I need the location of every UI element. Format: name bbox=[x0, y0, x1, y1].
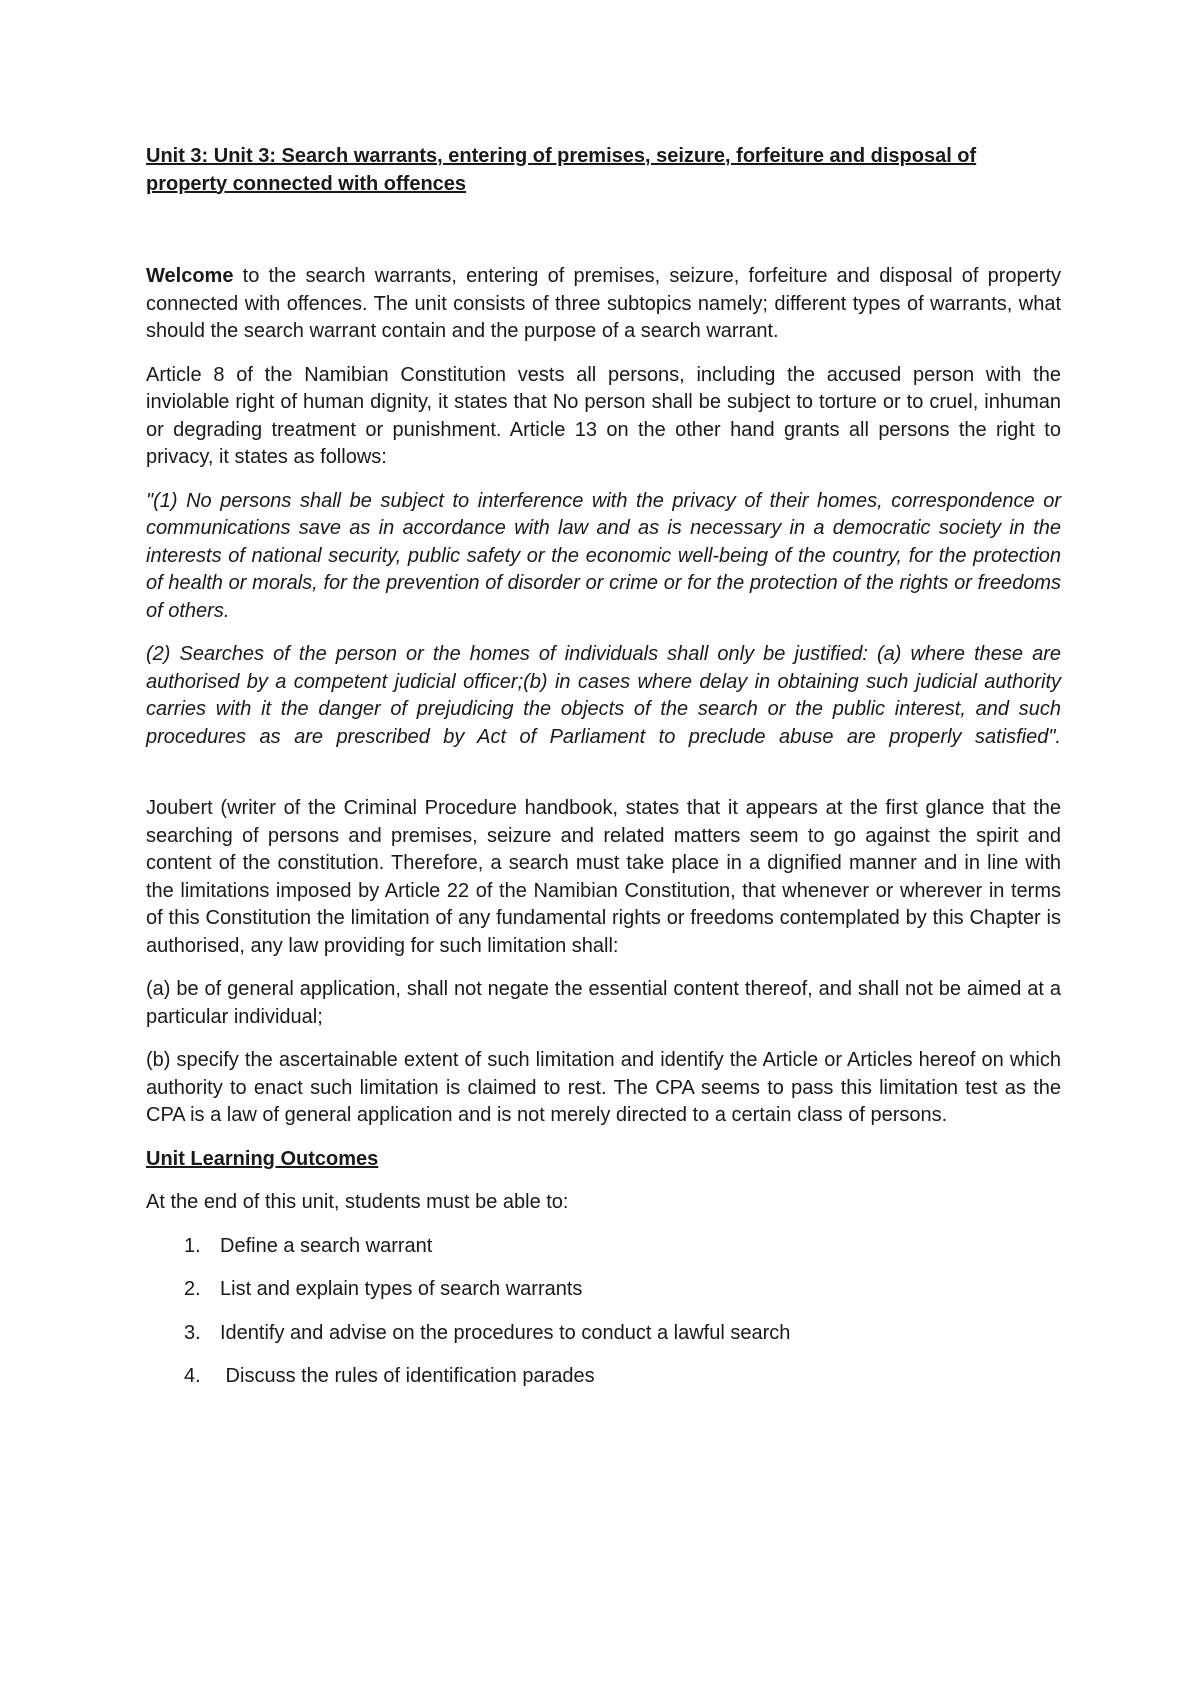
clause-b-paragraph: (b) specify the ascertainable extent of such limitation and identify the Article or Articles hereof on which authority to enact such limitation is claimed to rest. The CPA seems to pass this limitation test as the CPA is a law of general application and is not merely directed to a certain class of persons. bbox=[146, 1049, 1061, 1126]
list-item-text: Define a search warrant bbox=[220, 1234, 433, 1257]
list-item-number: 2. bbox=[184, 1278, 201, 1300]
list-item-text: List and explain types of search warrants bbox=[220, 1278, 583, 1300]
quote-paragraph-2: (2) Searches of the person or the homes of individuals shall only be justified: (a) where these are authorised by a competent judicial officer;(b) in cases where delay in obtaining such judicial authority carries with it the danger of prejudicing the objects of the search or the public interest, and such procedures as are prescribed by Act of Parliament to preclude abuse are properly satisfied". bbox=[146, 643, 1061, 748]
outcomes-list bbox=[146, 1233, 1061, 1391]
list-item-number: 3. bbox=[184, 1321, 201, 1344]
list-item bbox=[146, 1276, 1061, 1304]
document-page bbox=[146, 143, 1061, 1407]
list-item bbox=[146, 1363, 1061, 1391]
clause-a-paragraph: (a) be of general application, shall not negate the essential content thereof, and shall not be aimed at a particular individual; bbox=[146, 978, 1061, 1028]
list-item bbox=[146, 1320, 1061, 1348]
outcomes-heading: Unit Learning Outcomes bbox=[146, 1147, 379, 1170]
intro-paragraph bbox=[146, 263, 1061, 346]
intro-text: to the search warrants, entering of premises, seizure, forfeiture and disposal of property connected with offences. The unit consists of three subtopics namely; different types of warrants, what should the search warrant contain and the purpose of a search warrant. bbox=[146, 265, 1061, 342]
joubert-paragraph: Joubert (writer of the Criminal Procedure handbook, states that it appears at the first glance that the searching of persons and premises, seizure and related matters seem to go against the spirit and content of the constitution. Therefore, a search must take place in a dignified manner and in line with the limitations imposed by Article 22 of the Namibian Constitution, that whenever or wherever in terms of this Constitution the limitation of any fundamental rights or freedoms contemplated by this Chapter is authorised, any law providing for such limitation shall: bbox=[146, 797, 1061, 957]
list-item-text: Discuss the rules of identification parades bbox=[220, 1365, 595, 1387]
list-item-number: 1. bbox=[184, 1234, 201, 1257]
outcomes-intro: At the end of this unit, students must be able to: bbox=[146, 1191, 569, 1213]
article8-paragraph: Article 8 of the Namibian Constitution vests all persons, including the accused person with the inviolable right of human dignity, it states that No person shall be subject to torture or to cruel, inhuman or degrading treatment or punishment. Article 13 on the other hand grants all persons the right to privacy, it states as follows: bbox=[146, 363, 1061, 468]
list-item-number: 4. bbox=[184, 1365, 201, 1387]
list-item-text: Identify and advise on the procedures to conduct a lawful search bbox=[220, 1321, 791, 1344]
intro-lead: Welcome bbox=[146, 265, 234, 287]
quote-paragraph-1: "(1) No persons shall be subject to interference with the privacy of their homes, correspondence or communications save as in accordance with law and as is necessary in a democratic society in the interests of national security, public safety or the economic well-being of the country, for the protection of health or morals, for the prevention of disorder or crime or for the protection of the rights or freedoms of others. bbox=[146, 489, 1061, 622]
unit-title: Unit 3: Unit 3: Search warrants, entering of premises, seizure, forfeiture and disposal of property connected with offences bbox=[146, 145, 977, 195]
list-item bbox=[146, 1233, 1061, 1261]
